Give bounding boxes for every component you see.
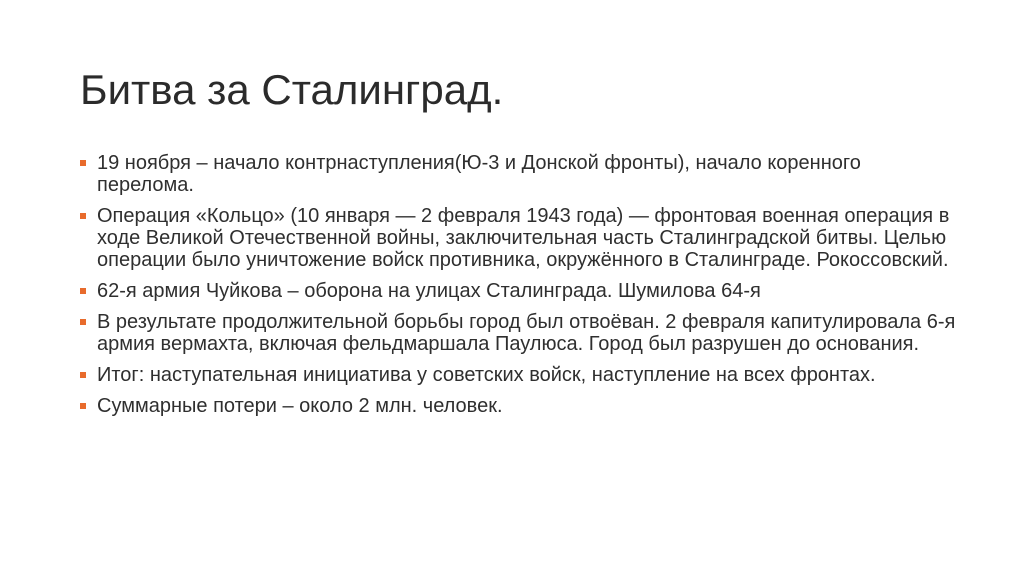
bullet-text: Итог: наступательная инициатива у советских войск, наступление на всех фронтах. (97, 364, 876, 386)
square-bullet-icon (80, 160, 86, 166)
square-bullet-icon (80, 372, 86, 378)
square-bullet-icon (80, 319, 86, 325)
square-bullet-icon (80, 213, 86, 219)
bullet-item (80, 311, 960, 355)
bullet-text: 62-я армия Чуйкова – оборона на улицах Сталинграда. Шумилова 64-я (97, 280, 761, 302)
bullet-list (80, 152, 960, 417)
square-bullet-icon (80, 288, 86, 294)
bullet-text: Суммарные потери – около 2 млн. человек. (97, 395, 503, 417)
bullet-text: В результате продолжительной борьбы город был отвоёван. 2 февраля капитулировала 6-я армия вермахта, включая фельдмаршала Паулюса. Город был разрушен до основания. (97, 311, 956, 355)
bullet-item (80, 280, 960, 302)
square-bullet-icon (80, 403, 86, 409)
slide-title: Битва за Сталинград. (80, 66, 504, 113)
bullet-text: 19 ноября – начало контрнаступления(Ю-3 и Донской фронты), начало коренного перелома. (97, 152, 861, 196)
bullet-item (80, 205, 960, 271)
bullet-item (80, 364, 960, 386)
slide-content (80, 152, 960, 426)
bullet-text: Операция «Кольцо» (10 января — 2 февраля 1943 года) — фронтовая военная операция в ходе Великой Отечественной войны, заключительная часть Сталинградской битвы. Целью операции было уничтожение войск противника, окружённого в Сталинграде. Рокоссовский. (97, 205, 950, 271)
bullet-item (80, 395, 960, 417)
bullet-item (80, 152, 960, 196)
